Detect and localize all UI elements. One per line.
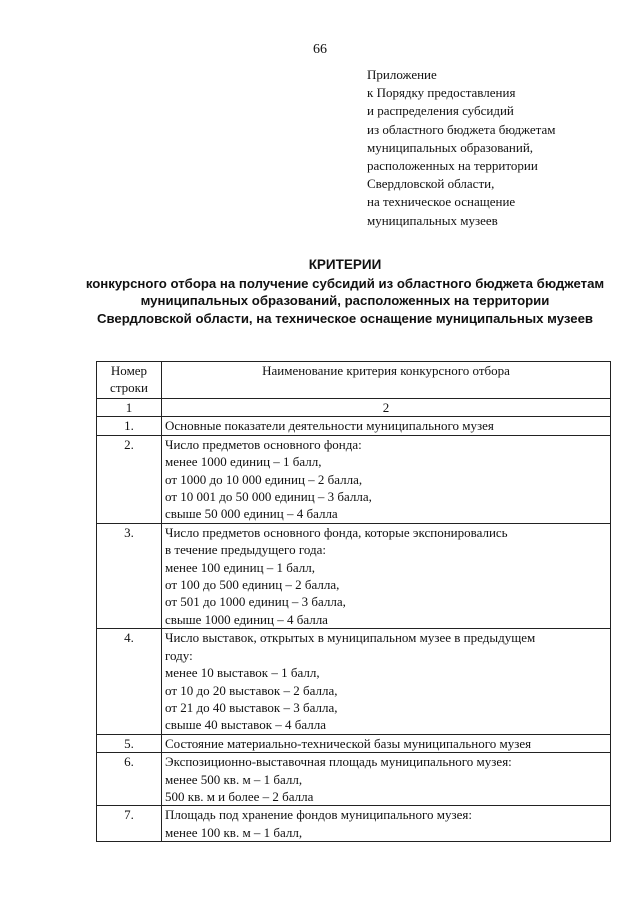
- criteria-table: [96, 361, 611, 842]
- criterion-line: от 10 до 20 выставок – 2 балла,: [165, 682, 338, 698]
- row-number-cell: 4.: [97, 629, 162, 734]
- header-number-cell: [97, 362, 162, 399]
- criterion-cell: [162, 523, 611, 628]
- appendix-line: расположенных на территории: [367, 158, 538, 174]
- criterion-line: менее 100 единиц – 1 балл,: [165, 559, 316, 575]
- criterion-line: Число выставок, открытых в муниципальном музее в предыдущем: [165, 630, 536, 646]
- column-number-cell: 2: [162, 399, 611, 417]
- header-name-cell: Наименование критерия конкурсного отбора: [162, 362, 611, 399]
- column-number-cell: 1: [97, 399, 162, 417]
- criterion-line: от 21 до 40 выставок – 3 балла,: [165, 699, 338, 715]
- table-body: [97, 417, 611, 842]
- page-number: 66: [313, 42, 327, 57]
- appendix-line: на техническое оснащение: [367, 194, 516, 210]
- table-row: [97, 806, 611, 842]
- table-row: [97, 523, 611, 628]
- row-number-cell: 2.: [97, 435, 162, 523]
- criterion-cell: [162, 753, 611, 806]
- criterion-line: Экспозиционно-выставочная площадь муниципального музея:: [165, 754, 512, 770]
- title-line: конкурсного отбора на получение субсидий из областного бюджета бюджетам: [85, 275, 605, 291]
- appendix-line: муниципальных музеев: [367, 212, 498, 228]
- criterion-cell: [162, 417, 611, 435]
- criterion-line: менее 10 выставок – 1 балл,: [165, 665, 320, 681]
- title-line: муниципальных образований, расположенных на территории: [140, 293, 550, 308]
- criterion-line: свыше 1000 единиц – 4 балла: [165, 611, 328, 627]
- criterion-line: Состояние материально-технической базы муниципального музея: [165, 735, 532, 751]
- criterion-line: менее 100 кв. м – 1 балл,: [165, 824, 303, 840]
- table-header-row: [97, 362, 611, 399]
- appendix-line: и распределения субсидий: [367, 103, 514, 119]
- header-number-line: строки: [110, 380, 148, 396]
- table-row: [97, 629, 611, 734]
- table-row: [97, 417, 611, 435]
- appendix-line: из областного бюджета бюджетам: [367, 121, 556, 137]
- document-title: [60, 256, 630, 327]
- criterion-line: менее 1000 единиц – 1 балл,: [165, 454, 322, 470]
- criterion-line: свыше 50 000 единиц – 4 балла: [165, 506, 338, 522]
- row-number-cell: 5.: [97, 734, 162, 752]
- criterion-line: 500 кв. м и более – 2 балла: [165, 788, 314, 804]
- criterion-line: Число предметов основного фонда, которые экспонировались: [165, 524, 508, 540]
- criterion-line: от 1000 до 10 000 единиц – 2 балла,: [165, 471, 363, 487]
- criterion-cell: [162, 629, 611, 734]
- header-number-line: Номер: [110, 363, 148, 378]
- appendix-line: Свердловской области,: [367, 176, 495, 192]
- criterion-line: менее 500 кв. м – 1 балл,: [165, 771, 303, 787]
- criterion-line: от 501 до 1000 единиц – 3 балла,: [165, 594, 346, 610]
- table-row: [97, 734, 611, 752]
- criterion-line: Основные показатели деятельности муниципального музея: [165, 418, 494, 434]
- criterion-cell: [162, 435, 611, 523]
- title-line: Свердловской области, на техническое оснащение муниципальных музеев: [96, 310, 594, 326]
- criterion-line: свыше 40 выставок – 4 балла: [165, 717, 327, 733]
- table-row: [97, 435, 611, 523]
- column-number-row: [97, 399, 611, 417]
- appendix-line: к Порядку предоставления: [367, 85, 516, 101]
- row-number-cell: 6.: [97, 753, 162, 806]
- criterion-cell: [162, 806, 611, 842]
- appendix-line: Приложение: [367, 67, 437, 82]
- criterion-line: от 100 до 500 единиц – 2 балла,: [165, 577, 340, 593]
- criterion-line: году:: [165, 647, 193, 663]
- criterion-line: Площадь под хранение фондов муниципального музея:: [165, 807, 472, 823]
- appendix-line: муниципальных образований,: [367, 139, 534, 155]
- criterion-line: Число предметов основного фонда:: [165, 436, 362, 452]
- row-number-cell: 1.: [97, 417, 162, 435]
- row-number-cell: 7.: [97, 806, 162, 842]
- appendix-note: [367, 66, 627, 230]
- criterion-line: в течение предыдущего года:: [165, 542, 326, 558]
- criterion-line: от 10 001 до 50 000 единиц – 3 балла,: [165, 489, 372, 505]
- criterion-cell: [162, 734, 611, 752]
- row-number-cell: 3.: [97, 523, 162, 628]
- table-row: [97, 753, 611, 806]
- title-heading: КРИТЕРИИ: [308, 257, 382, 272]
